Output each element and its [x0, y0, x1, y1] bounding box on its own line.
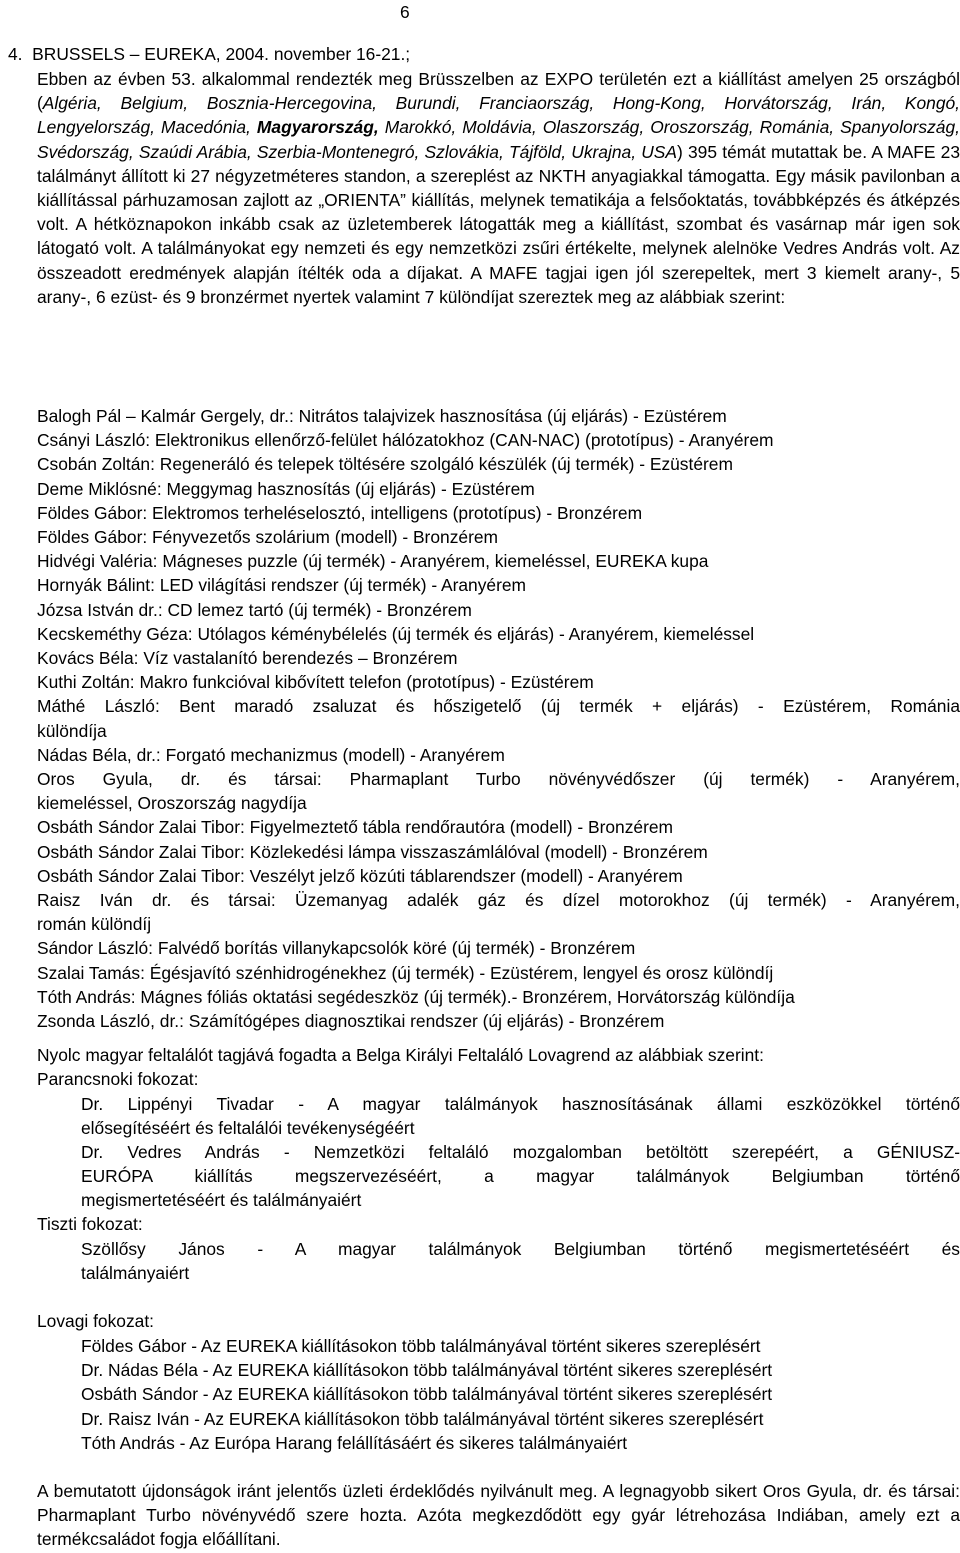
award-item: Balogh Pál – Kalmár Gergely, dr.: Nitrátos talajvizek hasznosítása (új eljárás) - Ezüstérem	[37, 406, 727, 426]
award-item: Hidvégi Valéria: Mágneses puzzle (új termék) - Aranyérem, kiemeléssel, EUREKA kupa	[37, 551, 709, 572]
award-item: Raisz Iván dr. és társai: Üzemanyag adalék gáz és dízel motorokhoz (új termék) - Aranyérem,	[37, 890, 960, 911]
award-item: Zsonda László, dr.: Számítógépes diagnosztikai rendszer (új eljárás) - Bronzérem	[37, 1011, 665, 1032]
knight-list	[81, 1334, 960, 1455]
knight-entry: Tóth András - Az Európa Harang felállításáért és sikeres találmányaiért	[81, 1432, 628, 1453]
section-heading: 4. BRUSSELS – EUREKA, 2004. november 16-21.;	[8, 44, 411, 64]
intro-text-start: Ebben az évben 53. alkalommal rendezték meg Brüsszelben az EXPO területén ezt a kiállítást amelyen 25 országból (	[37, 69, 960, 114]
award-item-continued: kiemeléssel, Oroszország nagydíja	[37, 793, 307, 814]
officer-entry-line: találmányaiért	[81, 1263, 190, 1284]
country-list-part-1: Algéria, Belgium, Bosznia-Hercegovina, Burundi, Franciaország, Hong-Kong, Horvátország, Irán, Kongó, Lengyelország, Macedónia,	[37, 93, 960, 138]
knight-entry: Földes Gábor - Az EUREKA kiállításokon több találmányával történt sikeres szereplésért	[81, 1336, 761, 1356]
country-list-part-2: Marokkó, Moldávia, Olaszország, Oroszország, Románia, Spanyolország, Svédország, Szaúdi Arábia, Szerbia-Montenegró, Szlovákia, Tájföld, Ukrajna, USA	[37, 117, 960, 162]
officer-entry-line: Szöllősy János - A magyar találmányok Belgiumban történő megismertetéséért és	[81, 1239, 960, 1259]
award-item: Kovács Béla: Víz vastalanító berendezés – Bronzérem	[37, 648, 458, 669]
award-item: Szalai Tamás: Égésjavító szénhidrogénekhez (új termék) - Ezüstérem, lengyel és orosz különdíj	[37, 962, 774, 983]
officer-entry-1	[81, 1237, 960, 1285]
knight-rank-label: Lovagi fokozat:	[37, 1311, 154, 1331]
commander-entry-line: EURÓPA kiállítás megszervezéséért, a magyar találmányok Belgiumban történő	[81, 1166, 960, 1187]
award-item: Osbáth Sándor Zalai Tibor: Veszélyt jelző közúti táblarendszer (modell) - Aranyérem	[37, 865, 683, 886]
commander-entry-line: megismertetéséért és találmányaiért	[81, 1190, 362, 1211]
country-hungary: Magyarország,	[256, 117, 379, 138]
award-item: Földes Gábor: Fényvezetős szolárium (modell) - Bronzérem	[37, 527, 499, 548]
intro-text-rest: ) 395 témát mutattak be. A MAFE 23 találmányt állított ki 27 négyzetméteres standon, a szereplést az NKTH anyagiakkal támogatta. Egy másik pavilonban a kiállítással párhuzamosan zajlott az „ORIENTA” kiállítás, melynek tematikája a felsőoktatás, továbbképzés és átképzés volt. A hétköznapokon inkább csak az üzletemberek látogatták meg a kiállítást, szombat és vasárnap már igen sok látogató volt. A találmányokat egy nemzeti és egy nemzetközi zsűri értékelte, melynek alelnöke Vedres András volt. Az összeadott eredmények alapján ítélték oda a díjakat. A MAFE tagjai igen jól szerepeltek, mert 3 kiemelt arany-, 5 arany-, 6 ezüst- és 9 bronzérmet nyertek valamint 7 különdíjat szereztek meg az alábbiak szerint:	[37, 141, 960, 307]
award-item: Osbáth Sándor Zalai Tibor: Figyelmeztető tábla rendőrautóra (modell) - Bronzérem	[37, 817, 674, 838]
commander-entry-line: Dr. Vedres András - Nemzetközi feltaláló mozgalomban betöltött szerepéért, a GÉNIUSZ-	[81, 1142, 960, 1162]
award-item: Csobán Zoltán: Regeneráló és telepek töltésére szolgáló készülék (új termék) - Ezüstérem	[37, 454, 733, 475]
award-item: Tóth András: Mágnes fóliás oktatási segédeszköz (új termék).- Bronzérem, Horvátország különdíja	[37, 986, 795, 1007]
knights-intro: Nyolc magyar feltalálót tagjává fogadta a Belga Királyi Feltaláló Lovagrend az alábbiak szerint:	[37, 1045, 764, 1065]
closing-paragraph: A bemutatott újdonságok iránt jelentős üzleti érdeklődés nyilvánult meg. A legnagyobb sikert Oros Gyula, dr. és társai: Pharmaplant Turbo növényvédő szere hozta. Azóta megkezdődött egy gyár létrehozása Indiában, amely ezt a termékcsaládot fogja előállítani.	[37, 1481, 960, 1550]
knight-entry: Dr. Raisz Iván - Az EUREKA kiállításokon több találmányával történt sikeres szereplésért	[81, 1408, 764, 1429]
commander-entry-line: elősegítéséért és feltalálói tevékenységéért	[81, 1118, 415, 1139]
award-item: Máthé László: Bent maradó zsaluzat és hőszigetelő (új termék + eljárás) - Ezüstérem, Románia	[37, 696, 960, 717]
award-item-continued: különdíja	[37, 720, 107, 741]
award-item: Kuthi Zoltán: Makro funkcióval kibővített telefon (prototípus) - Ezüstérem	[37, 672, 594, 693]
knight-entry: Osbáth Sándor - Az EUREKA kiállításokon több találmányával történt sikeres szereplésért	[81, 1384, 773, 1405]
award-item: Kecskeméthy Géza: Utólagos kéménybélelés (új termék és eljárás) - Aranyérem, kiemeléssel	[37, 623, 755, 644]
award-list	[37, 404, 960, 1033]
award-item: Hornyák Bálint: LED világítási rendszer (új termék) - Aranyérem	[37, 575, 527, 596]
knight-entry: Dr. Nádas Béla - Az EUREKA kiállításokon több találmányával történt sikeres szereplésért	[81, 1360, 773, 1381]
award-item: Földes Gábor: Elektromos terheléselosztó, intelligens (prototípus) - Bronzérem	[37, 502, 643, 523]
intro-paragraph	[37, 67, 960, 309]
award-item-continued: román különdíj	[37, 914, 152, 935]
commander-rank-label: Parancsnoki fokozat:	[37, 1069, 199, 1089]
officer-rank-label: Tiszti fokozat:	[37, 1214, 143, 1234]
award-item: Deme Miklósné: Meggymag hasznosítás (új eljárás) - Ezüstérem	[37, 478, 535, 499]
commander-entry-1	[81, 1092, 960, 1140]
award-item: Osbáth Sándor Zalai Tibor: Közlekedési lámpa visszaszámlálóval (modell) - Bronzérem	[37, 841, 708, 862]
award-item: Józsa István dr.: CD lemez tartó (új termék) - Bronzérem	[37, 599, 472, 620]
award-item: Oros Gyula, dr. és társai: Pharmaplant Turbo növényvédőszer (új termék) - Aranyérem,	[37, 769, 960, 790]
award-item: Sándor László: Falvédő borítás villanykapcsolók köré (új termék) - Bronzérem	[37, 938, 636, 959]
award-item: Csányi László: Elektronikus ellenőrző-felület hálózatokhoz (CAN-NAC) (prototípus) - Aranyérem	[37, 430, 774, 451]
award-item: Nádas Béla, dr.: Forgató mechanizmus (modell) - Aranyérem	[37, 744, 505, 765]
commander-entry-line: Dr. Lippényi Tivadar - A magyar találmányok hasznosításának állami eszközökkel történő	[81, 1094, 960, 1114]
commander-entry-2	[81, 1140, 960, 1213]
page-number: 6	[400, 2, 410, 22]
